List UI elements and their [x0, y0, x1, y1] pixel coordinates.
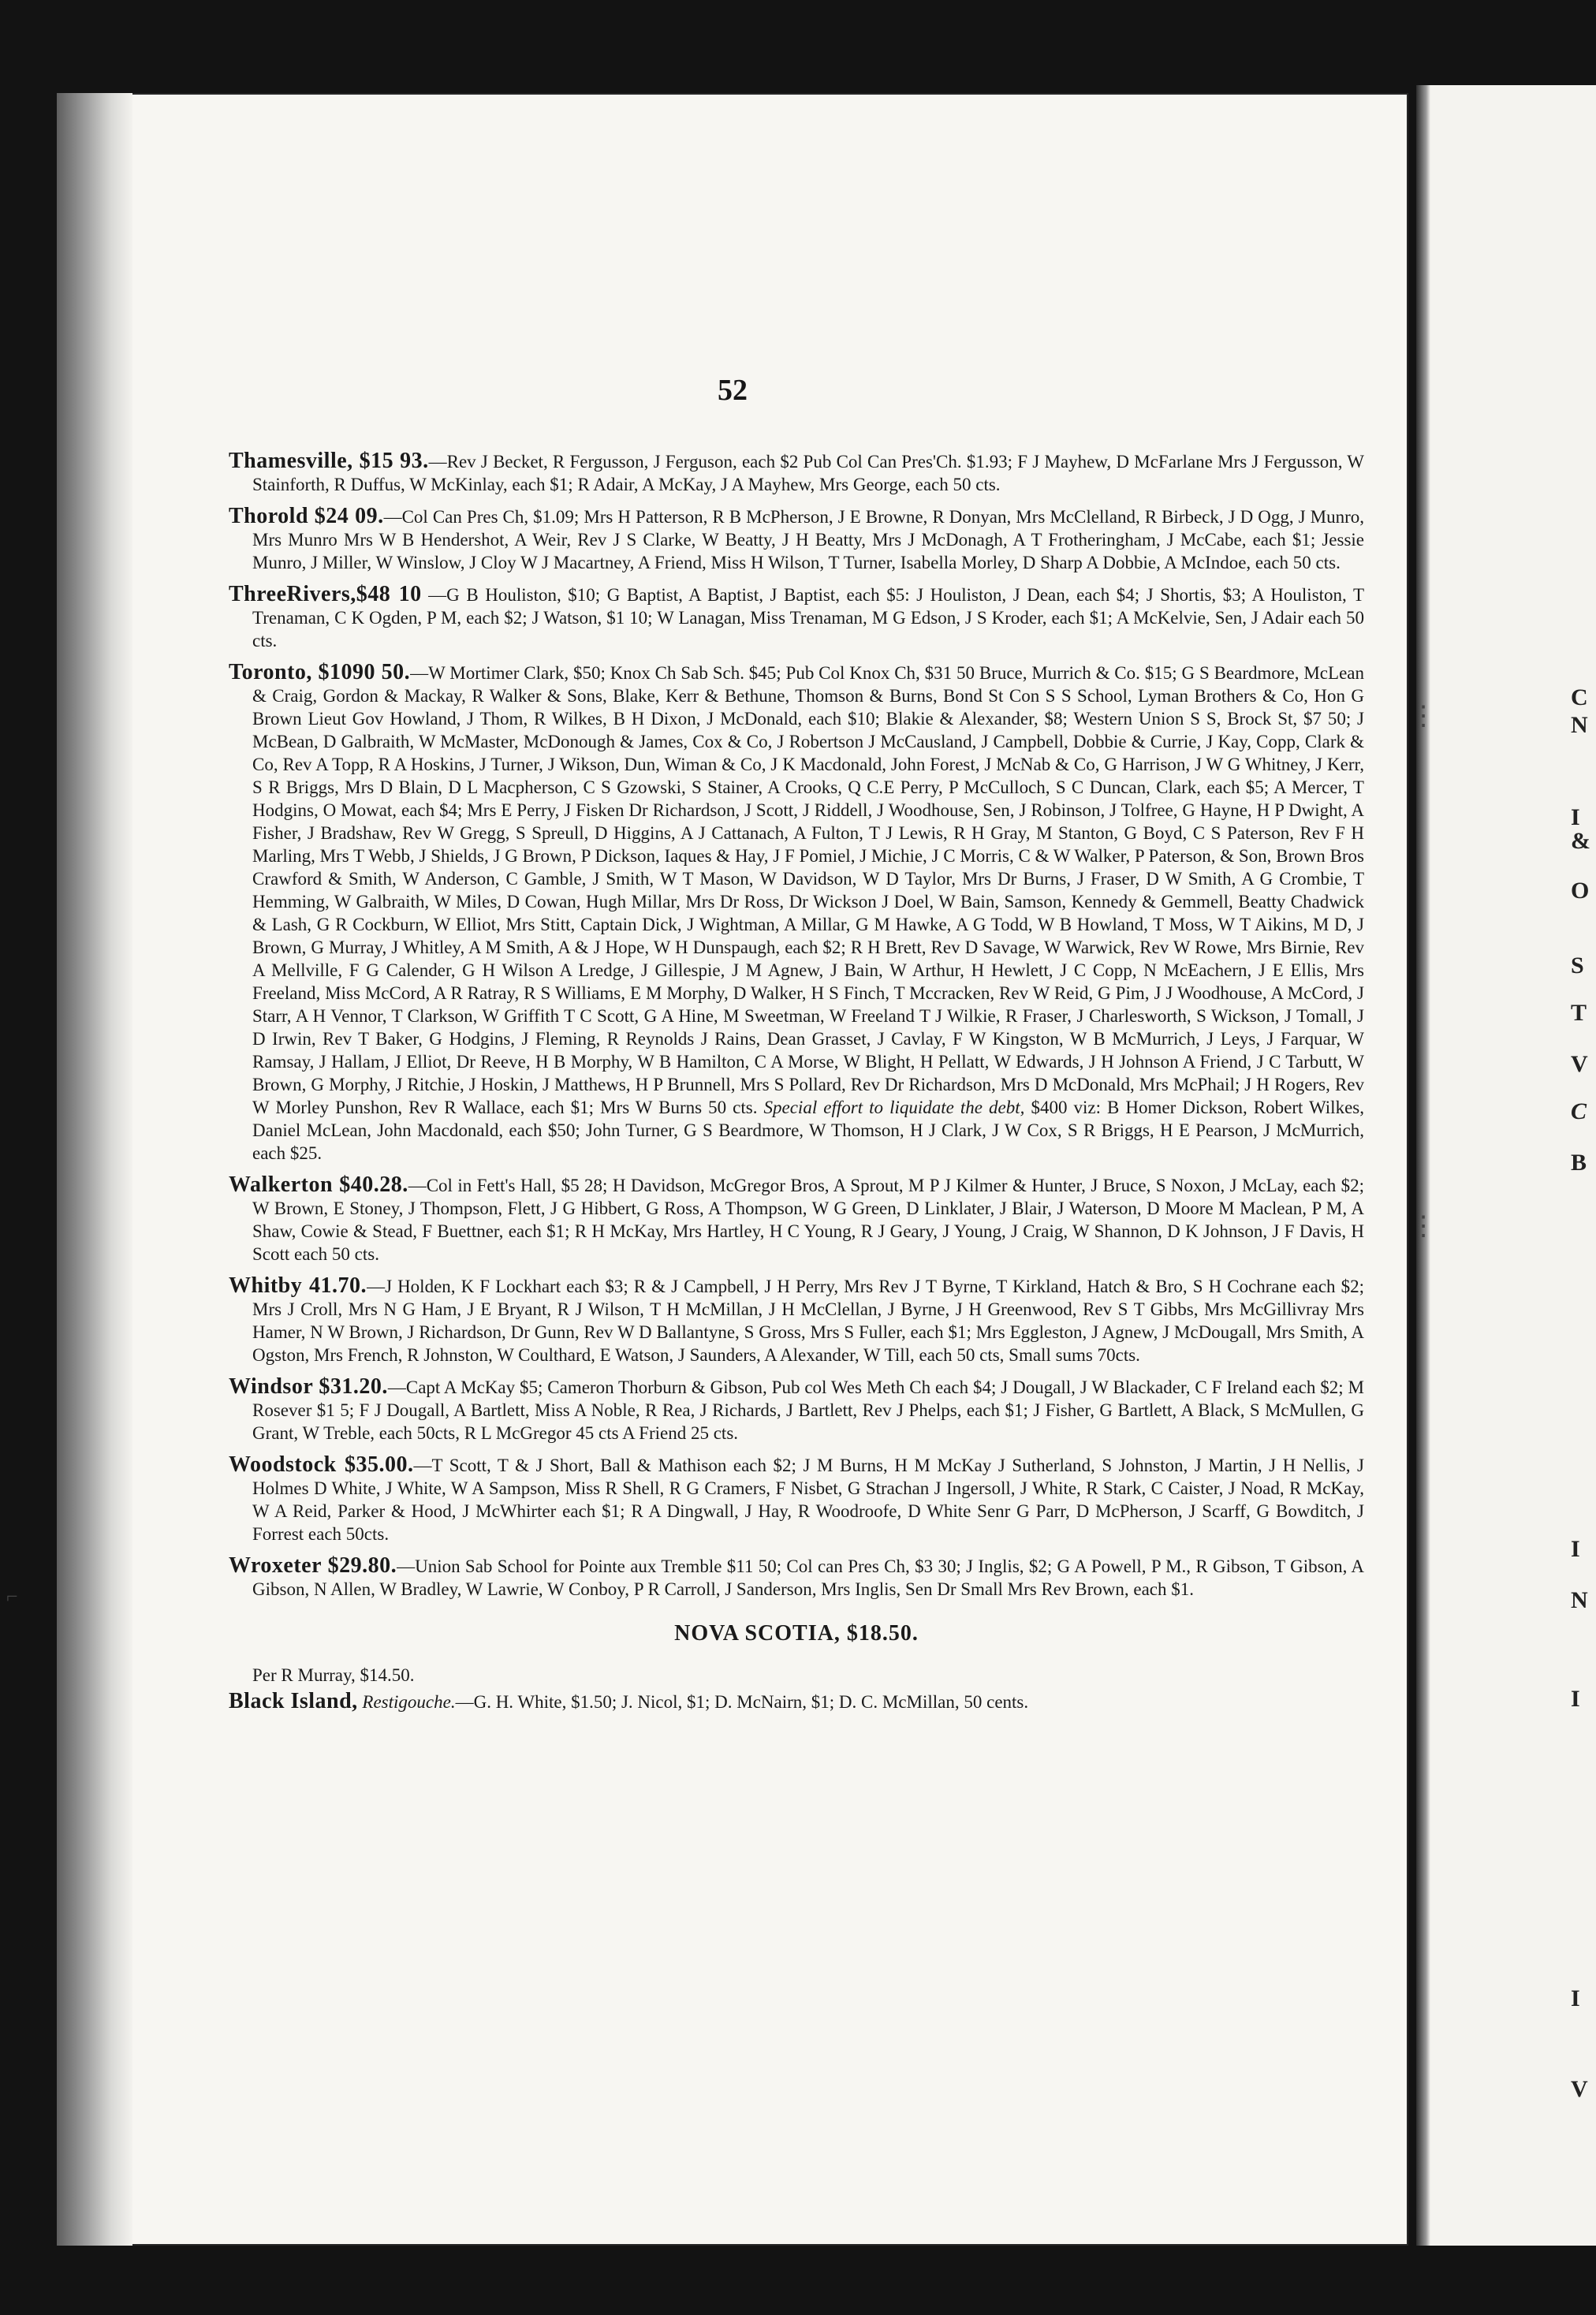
margin-letter: N [1571, 1587, 1588, 1613]
entry-text: —G B Houliston, $10; G Baptist, A Baptist, J Baptist, each $5: J Houliston, J Dean, each $4; J Shortis, $3; A Houliston, T Trenaman, C K Ogden, P M, each $2; J Watson, $1 10; W Lanagan, Miss Trenaman, M G Edson, J S Kroder, each $1; A McKelvie, Sen, J Adair each 50 cts. [252, 585, 1364, 651]
margin-letter: V [1571, 2076, 1588, 2102]
entry-text: —Col Can Pres Ch, $1.09; Mrs H Patterson, R B McPherson, J E Browne, R Donyan, Mrs McClelland, R Birbeck, J D Ogg, J Munro, Mrs Munro Mrs W B Hendershot, A Weir, Rev J S Clarke, W Beatty, J H Beatty, Mrs J McDonagh, A T Frotheringham, J McCabe, each $1; Jessie Munro, J Miller, W Winslow, J Cloy W J Macartney, A Friend, Miss H Wilson, T Turner, Isabella Morley, D Sharp A Dobbie, A McIndoe, each 50 cts. [252, 507, 1364, 572]
margin-letter: N [1571, 712, 1588, 738]
margin-letter: S [1571, 952, 1584, 979]
entry-place: Toronto, $1090 50. [229, 660, 411, 684]
entry-text: —J Holden, K F Lockhart each $3; R & J Campbell, J H Perry, Mrs Rev J T Byrne, T Kirkland, Hatch & Bro, S H Cochrane each $2; Mrs J Croll, Mrs N G Ham, J E Bryant, R J Wilson, T H McMillan, J H McClellan, J Byrne, J H Greenwood, Rev S T Gibbs, Mrs McGillivray Mrs Hamer, N W Brown, J Richardson, Dr Gunn, Rev W D Ballantyne, S Gross, Mrs S Fuller, each $1; Mrs Eggleston, J Agnew, J McDougall, Mrs Smith, A Ogston, Mrs French, R Johnston, W Coulthard, E Watson, J Saunders, A Alexander, W Till, each 50 cts, Small sums 70cts. [252, 1277, 1365, 1365]
entry-text: —T Scott, T & J Short, Ball & Mathison each $2; J M Burns, H M McKay J Sutherland, S Johnston, J Martin, J H Nellis, J Holmes D White, J White, W A Sampson, Miss R Shell, R G Cramers, F Nisbet, G Strachan J Ingersoll, J White, R Stark, C Caister, J Noad, R McKay, W A Reid, Parker & Hood, J McWhirter each $1; R A Dingwall, J Hay, R Woodroofe, D White Senr G Parr, D McPherson, J Scarff, G Bowditch, J Forrest each 50cts. [252, 1456, 1364, 1544]
page-number: 52 [718, 374, 748, 407]
binding-thread-mark: ⋮ [1410, 1212, 1437, 1241]
entry-place: Thorold $24 09. [229, 504, 384, 528]
adjacent-page-fold [1416, 85, 1430, 2246]
entry-thamesville [229, 449, 1364, 496]
entry-walkerton [229, 1173, 1364, 1266]
binding-thread-mark: ⋮ [1410, 702, 1437, 731]
entry-place: Windsor $31.20. [229, 1374, 388, 1399]
entry-whitby [229, 1274, 1364, 1366]
entry-place: Wroxeter $29.80. [229, 1553, 397, 1578]
entry-wroxeter [229, 1554, 1364, 1601]
entry-text: —Col in Fett's Hall, $5 28; H Davidson, McGregor Bros, A Sprout, M P J Kilmer & Hunter, J Bruce, S Noxon, J McLay, each $2; W Brown, E Stoney, J Thompson, Flett, J G Hibbert, G Ross, A Thompson, W G Green, D Linklater, J Blair, J Waterson, D Moore M Maclean, P M, A Shaw, Cowie & Stead, F Buettner, each $1; R H McKay, Mrs Hartley, H C Young, R J Geary, J Young, J Craig, W Shannon, D K Johnson, J F Davis, H Scott each 50 cts. [252, 1176, 1365, 1264]
entry-place: Walkerton $40.28. [229, 1172, 408, 1197]
entry-place: Woodstock $35.00. [229, 1452, 414, 1477]
margin-scratch-mark: ⌐ [6, 1585, 18, 1608]
margin-letter: O [1571, 878, 1590, 904]
entry-text: —Capt A McKay $5; Cameron Thorburn & Gibson, Pub col Wes Meth Ch each $4; J Dougall, J W Blackader, C F Ireland each $2; M Rosever $1 5; F J Dougall, A Bartlett, Miss A Noble, R Rea, J Richards, J Bartlett, Rev J Phelps, each $1; J Fisher, G Bartlett, A Black, S McMullen, G Grant, W Treble, each 50cts, R L McGregor 45 cts A Friend 25 cts. [252, 1377, 1364, 1443]
entry-italic-note: Special effort to liquidate the debt, [763, 1098, 1025, 1117]
entry-text: —W Mortimer Clark, $50; Knox Ch Sab Sch. $45; Pub Col Knox Ch, $31 50 Bruce, Murrich & Co. $15; G S Beardmore, McLean & Craig, Gordon & Mackay, R Walker & Sons, Blake, Kerr & Bethune, Thomson & Burns, Bond St Con S S School, Lyman Brothers & Co, Hon G Brown Lieut Gov Howland, J Thom, R Wilkes, B H Dixon, J McDonald, each $10; Blakie & Alexander, $8; Western Union S S, Brock St, $7 50; J McBean, D Galbraith, W McMaster, McDonough & James, Cox & Co, J Robertson J McCausland, J Campbell, Dobbie & Currie, J Kay, Copp, Clark & Co, Rev A Topp, R A Hoskins, J Turner, J Wikson, Dun, Wiman & Co, J K Macdonald, John Forest, J McNab & Co, G Harrison, J W G Whitney, J Kerr, S R Briggs, Mrs D Blain, D L Macpherson, C S Gzowski, S Stainer, A Crooks, Q C.E Perry, P McCulloch, S C Duncan, Clark, each $5; A Mercer, T Hodgins, O Mowat, each $4; Mrs E Perry, J Fisken Dr Richardson, J Scott, J Riddell, J Woodhouse, Sen, J Robinson, J Tolfree, G Hayne, H P Dwight, A Fisher, J Bradshaw, Rev W Gregg, S Spreull, D Higgins, A J Cattanach, A Fulton, T J Lewis, R H Gray, M Stanton, G Boyd, C S Paterson, Rev F H Marling, Mrs T Webb, J Shields, J G Brown, P Dickson, Iaques & Hay, J F Pomiel, J Michie, J C Morris, C & W Walker, P Paterson, & Son, Brown Bros Crawford & Smith, W Anderson, C Gamble, J Smith, W T Mason, W Davidson, W D Taylor, Mrs Dr Burns, J Fraser, D W Smith, A G Crombie, T Hemming, W Galbraith, W Miles, D Cowan, Hugh Millar, Mrs Dr Ross, Dr Wickson J Doel, W Bain, Samson, Kennedy & Gemmell, Beatty Chadwick & Lash, G R Cockburn, W Elliot, Mrs Stitt, Captain Dick, J Wightman, A Millar, G M Hawke, A G Todd, W B Howland, T Moss, W T Aikins, M D, J Brown, G Murray, J Whitley, A M Smith, A & J Hope, W H Dunspaugh, each $2; R H Brett, Rev D Savage, W Warwick, Rev W Rowe, Mrs Birnie, Rev A Mellville, F G Calender, G H Wilson A Lredge, J Gillespie, J M Agnew, J Bain, W Arthur, H Hewlett, J C Copp, N McEachern, J E Ellis, Mrs Freeland, Miss McCord, A R Ratray, R S Williams, E M Morphy, D Walker, H S Finch, T Mccracken, Rev W Reid, G Pim, J J Woodhouse, A McCord, J Starr, A H Vennor, T Clarkson, W Griffith T C Scott, G A Hine, M Sweetman, W Freeland T J Wilkie, R Fraser, J Charlesworth, S Wickson, J Tomall, J D Irwin, Rev T Baker, G Hodgins, J Fleming, R Reynolds J Rains, Dean Grasset, J Cavlay, F W Kingston, W B McMurrich, J Leys, J Farquar, W Ramsay, J Hallam, J Elliot, Dr Reeve, H B Morphy, W B Hamilton, C A Morse, W Blight, H Pellatt, W Edwards, J H Johnson A Friend, J C Tarbutt, W Brown, G Morphy, J Ritchie, J Hoskin, J Matthews, H P Brunnell, Mrs S Pollard, Rev Dr Richardson, Mrs D McDonald, Mrs McPhail; J H Rogers, Rev W Morley Punshon, Rev R Wallace, each $1; Mrs W Burns 50 cts. [252, 663, 1364, 1117]
section-heading-nova-scotia: NOVA SCOTIA, $18.50. [674, 1621, 919, 1646]
entry-text: —Union Sab School for Pointe aux Tremble $11 50; Col can Pres Ch, $3 30; J Inglis, $2; G A Powell, P M., R Gibson, T Gibson, A Gibson, N Allen, W Bradley, W Lawrie, W Conboy, P R Carroll, J Sanderson, Mrs Inglis, Sen Dr Small Mrs Rev Brown, each $1. [252, 1556, 1364, 1599]
margin-letter: & [1571, 828, 1590, 854]
book-page [57, 93, 1408, 2246]
margin-letter: I [1571, 1536, 1580, 1562]
entry-place: Black Island, [229, 1689, 358, 1713]
entry-text-after: $400 viz: B Homer Dickson, Robert Wilkes, Daniel McLean, John Macdonald, each $50; John Turner, G S Beardmore, W Thomson, H J Clark, J W Cox, S R Briggs, H E Pearson, J McMurrich, each $25. [252, 1098, 1364, 1163]
entry-toronto [229, 661, 1364, 1165]
entry-black-island [229, 1690, 1364, 1713]
margin-letter: I [1571, 804, 1580, 830]
entry-county: Restigouche. [362, 1692, 456, 1712]
page-spine-shadow [57, 93, 132, 2246]
entry-text: —Rev J Becket, R Fergusson, J Ferguson, each $2 Pub Col Can Pres'Ch. $1.93; F J Mayhew, D McFarlane Mrs J Fergusson, W Stainforth, R Duffus, W McKinlay, each $1; R Adair, A McKay, J A Mayhew, Mrs George, each 50 cts. [252, 452, 1364, 494]
entry-place: Thamesville, $15 93. [229, 449, 429, 473]
margin-letter: I [1571, 1985, 1580, 2011]
entry-place: Whitby 41.70. [229, 1273, 367, 1298]
entry-text: —G. H. White, $1.50; J. Nicol, $1; D. McNairn, $1; D. C. McMillan, 50 cents. [455, 1692, 1029, 1712]
margin-letter: C [1571, 684, 1588, 710]
per-line: Per R Murray, $14.50. [252, 1665, 415, 1685]
entry-windsor [229, 1375, 1364, 1445]
margin-letter: V [1571, 1051, 1588, 1077]
entry-place: ThreeRivers,$48 10 [229, 582, 422, 606]
margin-letter: T [1571, 1000, 1587, 1026]
entry-woodstock [229, 1453, 1364, 1545]
page-content [229, 449, 1364, 1722]
margin-letter: B [1571, 1150, 1587, 1176]
adjacent-page [1416, 85, 1596, 2246]
entry-thorold [229, 505, 1364, 574]
margin-letter: I [1571, 1686, 1580, 1712]
entry-three-rivers [229, 583, 1364, 652]
margin-letter: C [1571, 1098, 1587, 1124]
